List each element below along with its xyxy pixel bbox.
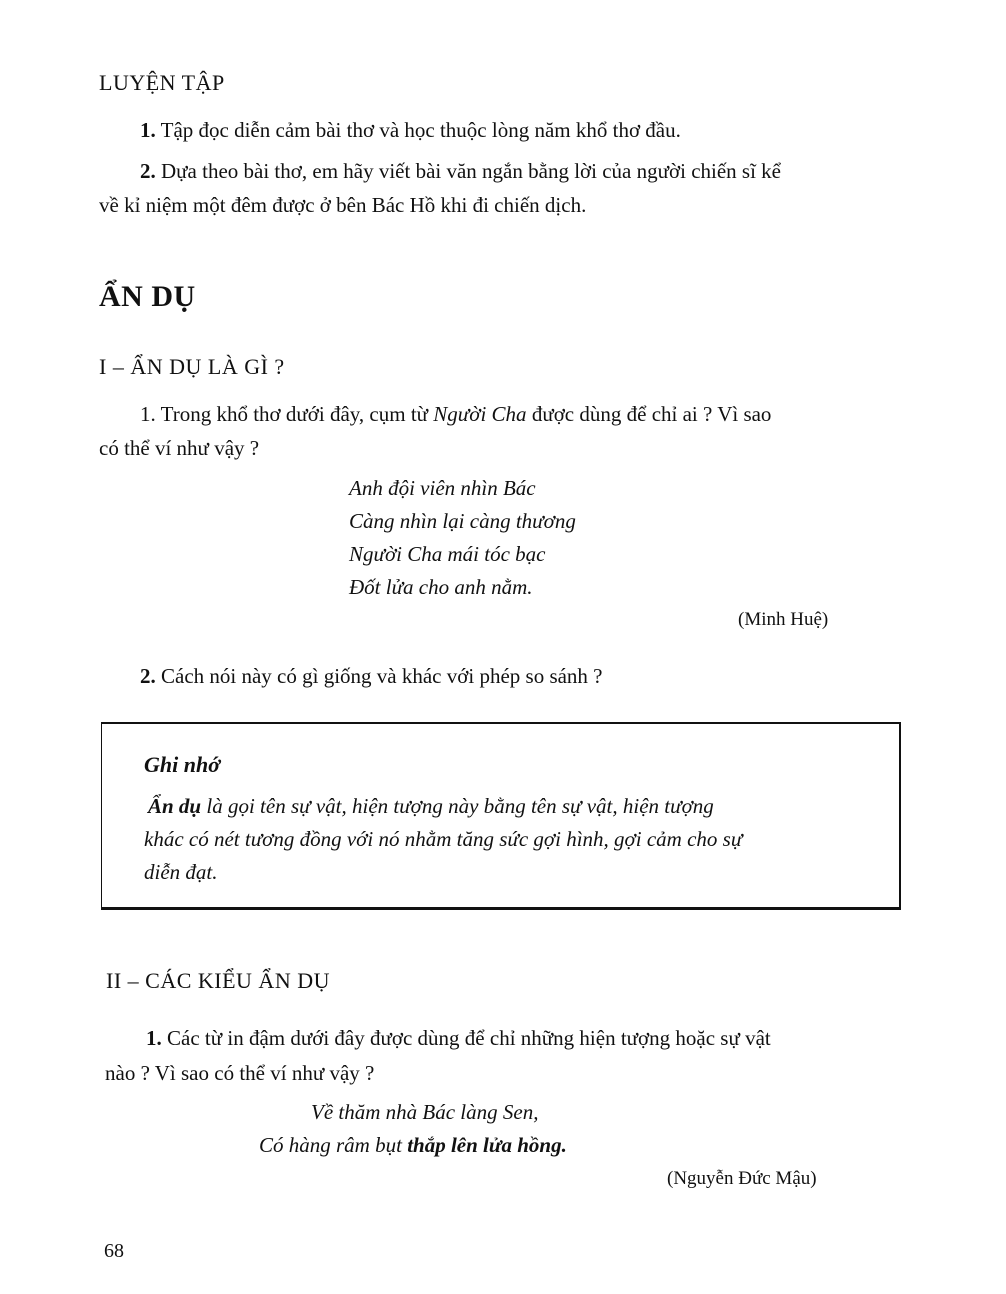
practice-item-1 [140,118,681,143]
practice-item-1-number: 1. [140,118,156,142]
poem-line: Đốt lửa cho anh nằm. [349,575,533,599]
practice-item-1-text: Tập đọc diễn cảm bài thơ và học thuộc lòng năm khổ thơ đầu. [160,118,681,142]
note-line-2: khác có nét tương đồng với nó nhằm tăng sức gợi hình, gợi cảm cho sự [144,827,743,851]
poem-source: (Minh Huệ) [738,609,829,630]
note-line-1-rest: là gọi tên sự vật, hiện tượng này bằng tên sự vật, hiện tượng [201,794,714,818]
section-1-q2-text: Cách nói này có gì giống và khác với phép so sánh ? [161,664,603,688]
practice-item-2 [140,159,781,184]
page-number: 68 [104,1240,124,1262]
section-1-q1-number: 1. [140,402,156,426]
note-line-1 [148,790,714,823]
section-1-q1-post: được dùng để chỉ ai ? Vì sao [526,402,772,426]
section-1-question-1 [140,402,771,427]
note-line-3: diễn đạt. [144,860,218,884]
practice-heading: LUYỆN TẬP [99,70,225,95]
practice-item-2-text: Dựa theo bài thơ, em hãy viết bài văn ngắn bằng lời của người chiến sĩ kể [161,159,781,183]
note-title: Ghi nhớ [144,752,221,777]
poem-2-bold-phrase-2: lửa hồng. [483,1133,567,1157]
poem-2-line-1: Về thăm nhà Bác làng Sen, [311,1100,539,1124]
section-2-heading: II – CÁC KIỂU ẨN DỤ [106,968,330,993]
poem-2-bold-phrase-1: thắp lên [407,1133,478,1157]
section-1-q1-pre: Trong khổ thơ dưới đây, cụm từ [160,402,434,426]
section-1-heading: I – ẨN DỤ LÀ GÌ ? [99,354,285,379]
note-term: Ẩn dụ [148,794,202,818]
section-1-q1-line-2: có thể ví như vậy ? [99,436,260,460]
poem-line: Anh đội viên nhìn Bác [349,476,536,500]
poem-2-line-2-pre: Có hàng râm bụt [259,1133,408,1157]
section-1-q2-number: 2. [140,664,156,688]
section-2-q1-number: 1. [146,1026,162,1050]
poem-2-source: (Nguyễn Đức Mậu) [667,1168,817,1189]
section-1-q1-italic-term: Người Cha [433,402,527,426]
section-1-question-2 [140,664,603,689]
practice-item-2-line-2: về kỉ niệm một đêm được ở bên Bác Hồ khi đi chiến dịch. [99,193,587,217]
section-2-question-1 [146,1026,771,1051]
poem-line: Người Cha mái tóc bạc [349,542,546,566]
lesson-title: ẨN DỤ [99,280,196,313]
poem-2-line-2 [259,1133,567,1158]
section-2-q1-text: Các từ in đậm dưới đây được dùng để chỉ những hiện tượng hoặc sự vật [167,1026,771,1050]
poem-line: Càng nhìn lại càng thương [349,509,576,533]
section-2-q1-line-2: nào ? Vì sao có thể ví như vậy ? [105,1061,375,1085]
practice-item-2-number: 2. [140,159,156,183]
